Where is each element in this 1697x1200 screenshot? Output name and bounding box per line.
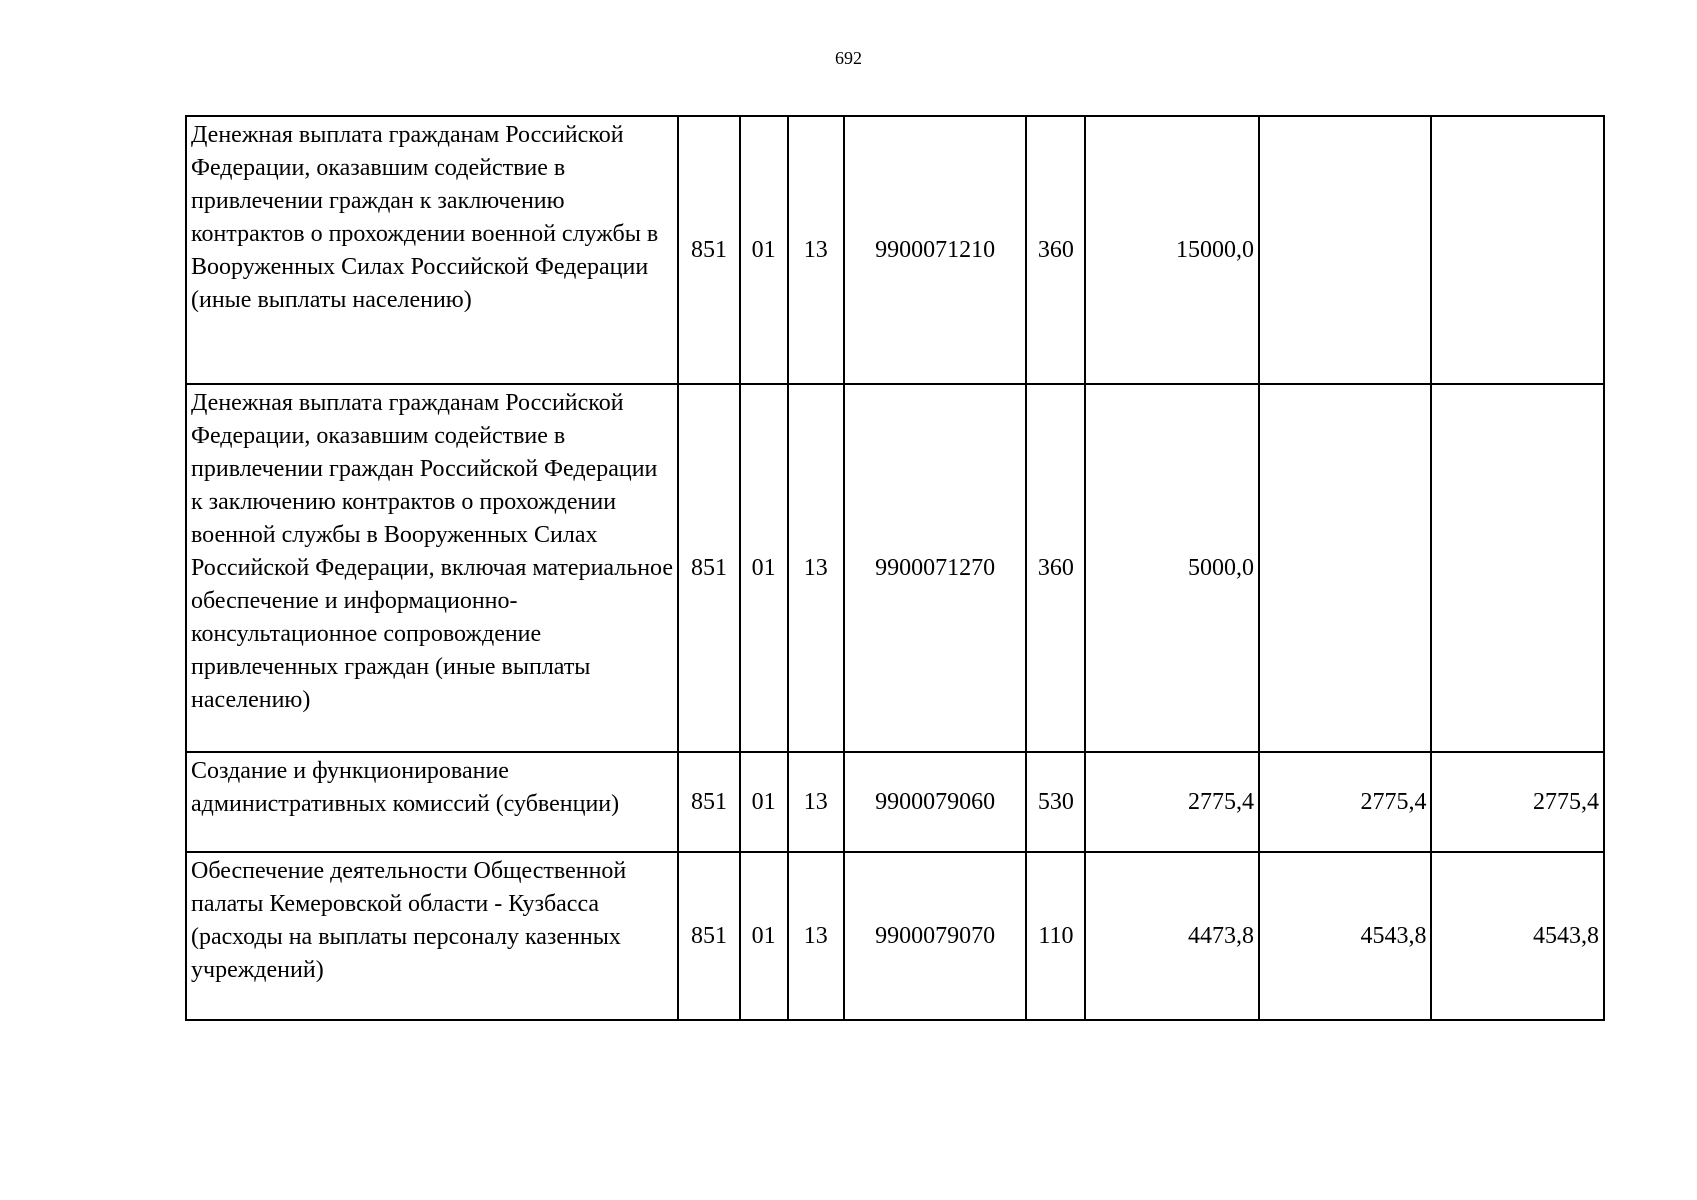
row-amount-2: 2775,4 xyxy=(1259,752,1431,852)
row-expense-type: 360 xyxy=(1026,384,1085,752)
row-section: 01 xyxy=(740,384,788,752)
row-amount-2 xyxy=(1259,384,1431,752)
table-row xyxy=(186,852,1604,1020)
row-subsection: 13 xyxy=(788,116,844,384)
row-name: Обеспечение деятельности Общественной палаты Кемеровской области - Кузбасса (расходы на выплаты персоналу казенных учреждений) xyxy=(186,852,678,1020)
row-section: 01 xyxy=(740,752,788,852)
row-expense-type: 530 xyxy=(1026,752,1085,852)
table-row xyxy=(186,384,1604,752)
row-name: Денежная выплата гражданам Российской Федерации, оказавшим содействие в привлечении граждан к заключению контрактов о прохождении военной службы в Вооруженных Силах Российской Федерации (иные выплаты населению) xyxy=(186,116,678,384)
row-target-article: 9900071210 xyxy=(844,116,1027,384)
row-amount-2 xyxy=(1259,116,1431,384)
row-target-article: 9900071270 xyxy=(844,384,1027,752)
row-amount-1: 4473,8 xyxy=(1085,852,1258,1020)
row-expense-type: 360 xyxy=(1026,116,1085,384)
row-amount-1: 15000,0 xyxy=(1085,116,1258,384)
row-amount-1: 2775,4 xyxy=(1085,752,1258,852)
row-amount-3 xyxy=(1431,116,1604,384)
row-subsection: 13 xyxy=(788,752,844,852)
row-expense-type: 110 xyxy=(1026,852,1085,1020)
table-row xyxy=(186,752,1604,852)
row-subsection: 13 xyxy=(788,384,844,752)
row-amount-3 xyxy=(1431,384,1604,752)
page-number: 692 xyxy=(835,48,862,68)
row-amount-3: 2775,4 xyxy=(1431,752,1604,852)
row-target-article: 9900079060 xyxy=(844,752,1027,852)
table-row xyxy=(186,116,1604,384)
row-name: Создание и функционирование административных комиссий (субвенции) xyxy=(186,752,678,852)
row-amount-2: 4543,8 xyxy=(1259,852,1431,1020)
row-subsection: 13 xyxy=(788,852,844,1020)
row-admin-code: 851 xyxy=(678,116,739,384)
budget-table xyxy=(185,115,1605,1021)
row-amount-3: 4543,8 xyxy=(1431,852,1604,1020)
row-name: Денежная выплата гражданам Российской Федерации, оказавшим содействие в привлечении граждан Российской Федерации к заключению контрактов о прохождении военной службы в Вооруженных Силах Российской Федерации, включая материальное обеспечение и информационно-консультационное сопровождение привлеченных граждан (иные выплаты населению) xyxy=(186,384,678,752)
row-amount-1: 5000,0 xyxy=(1085,384,1258,752)
row-admin-code: 851 xyxy=(678,384,739,752)
row-target-article: 9900079070 xyxy=(844,852,1027,1020)
row-section: 01 xyxy=(740,852,788,1020)
row-section: 01 xyxy=(740,116,788,384)
row-admin-code: 851 xyxy=(678,852,739,1020)
row-admin-code: 851 xyxy=(678,752,739,852)
